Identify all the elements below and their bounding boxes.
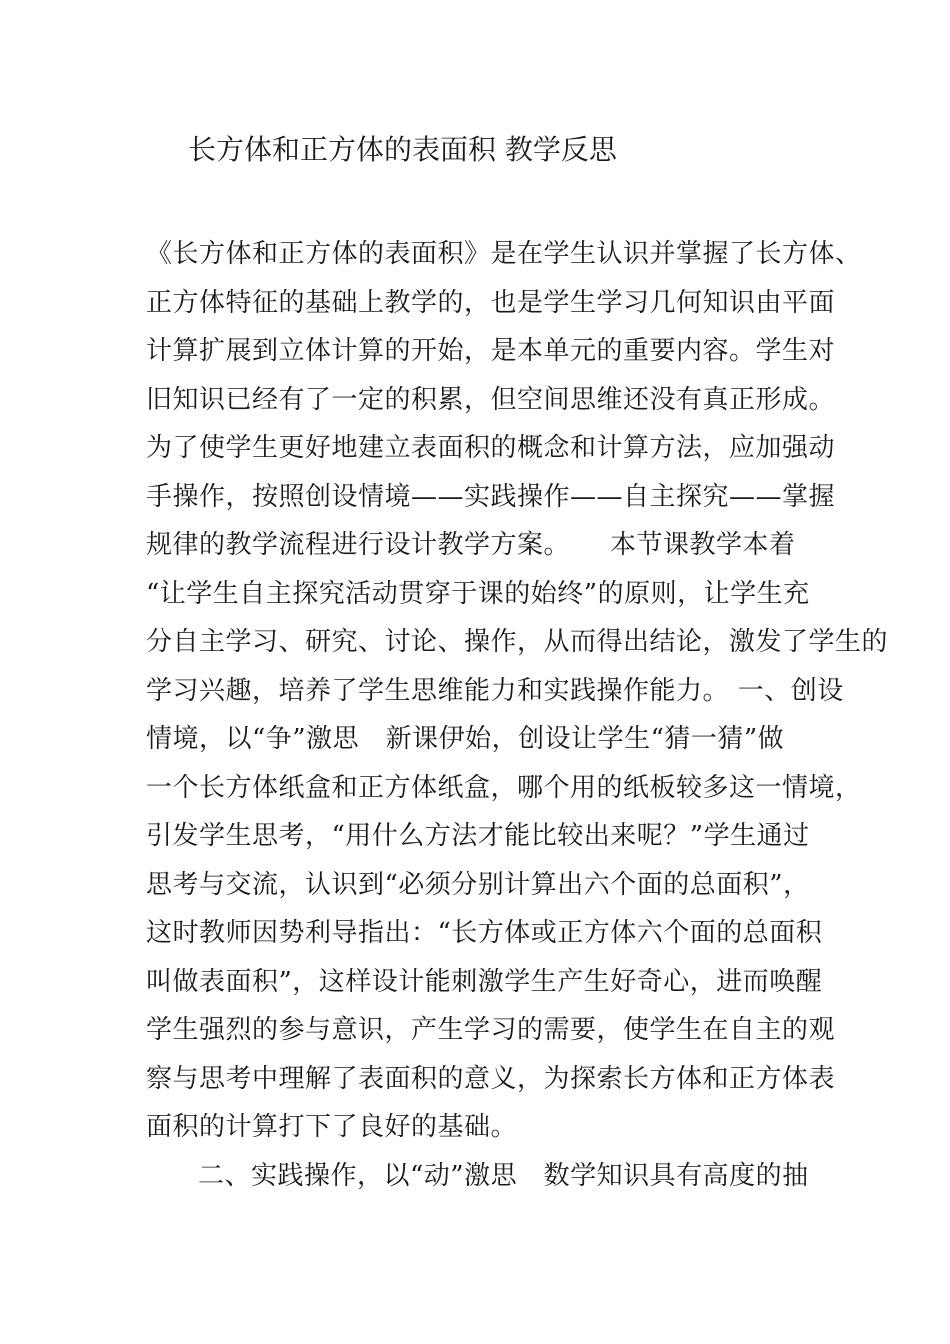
body-line: 正方体特征的基础上教学的，也是学生学习几何知识由平面 <box>146 287 836 318</box>
body-line: 这时教师因势利导指出：“长方体或正方体六个面的总面积 <box>146 918 823 948</box>
document-body <box>146 230 889 1200</box>
body-line: 学生强烈的参与意识，产生学习的需要，使学生在自主的观 <box>146 1015 836 1045</box>
document-title: 长方体和正方体的表面积 教学反思 <box>188 133 617 166</box>
section-heading-line: 二、实践操作，以“动”激思 数学知识具有高度的抽 <box>198 1160 809 1191</box>
body-line: 旧知识已经有了一定的积累，但空间思维还没有真正形成。 <box>146 384 836 415</box>
body-line: 手操作，按照创设情境——实践操作——自主探究——掌握 <box>146 481 836 512</box>
body-line: 为了使学生更好地建立表面积的概念和计算方法，应加强动 <box>146 433 836 463</box>
body-line: 思考与交流，认识到“必须分别计算出六个面的总面积”， <box>146 869 810 900</box>
body-line: 学习兴趣，培养了学生思维能力和实践操作能力。 一、创设 <box>146 675 844 706</box>
body-line: 察与思考中理解了表面积的意义，为探索长方体和正方体表 <box>146 1063 836 1094</box>
body-line: 一个长方体纸盒和正方体纸盒，哪个用的纸板较多这一情境， <box>146 772 862 803</box>
body-line: 情境，以“争”激思 新课伊始，创设让学生“猜一猜”做 <box>146 724 785 754</box>
body-line: 分自主学习、研究、讨论、操作，从而得出结论，激发了学生的 <box>146 627 889 657</box>
body-line: 面积的计算打下了良好的基础。 <box>146 1112 518 1142</box>
body-line: 计算扩展到立体计算的开始，是本单元的重要内容。学生对 <box>146 336 836 366</box>
body-line: 规律的教学流程进行设计教学方案。 本节课教学本着 <box>146 530 796 560</box>
body-line: 《长方体和正方体的表面积》是在学生认识并掌握了长方体、 <box>146 239 862 269</box>
body-line: “让学生自主探究活动贯穿于课的始终”的原则，让学生充 <box>146 578 810 609</box>
body-line: 引发学生思考，“用什么方法才能比较出来呢？”学生通过 <box>146 821 810 851</box>
body-line: 叫做表面积”，这样设计能刺激学生产生好奇心，进而唤醒 <box>146 966 823 997</box>
